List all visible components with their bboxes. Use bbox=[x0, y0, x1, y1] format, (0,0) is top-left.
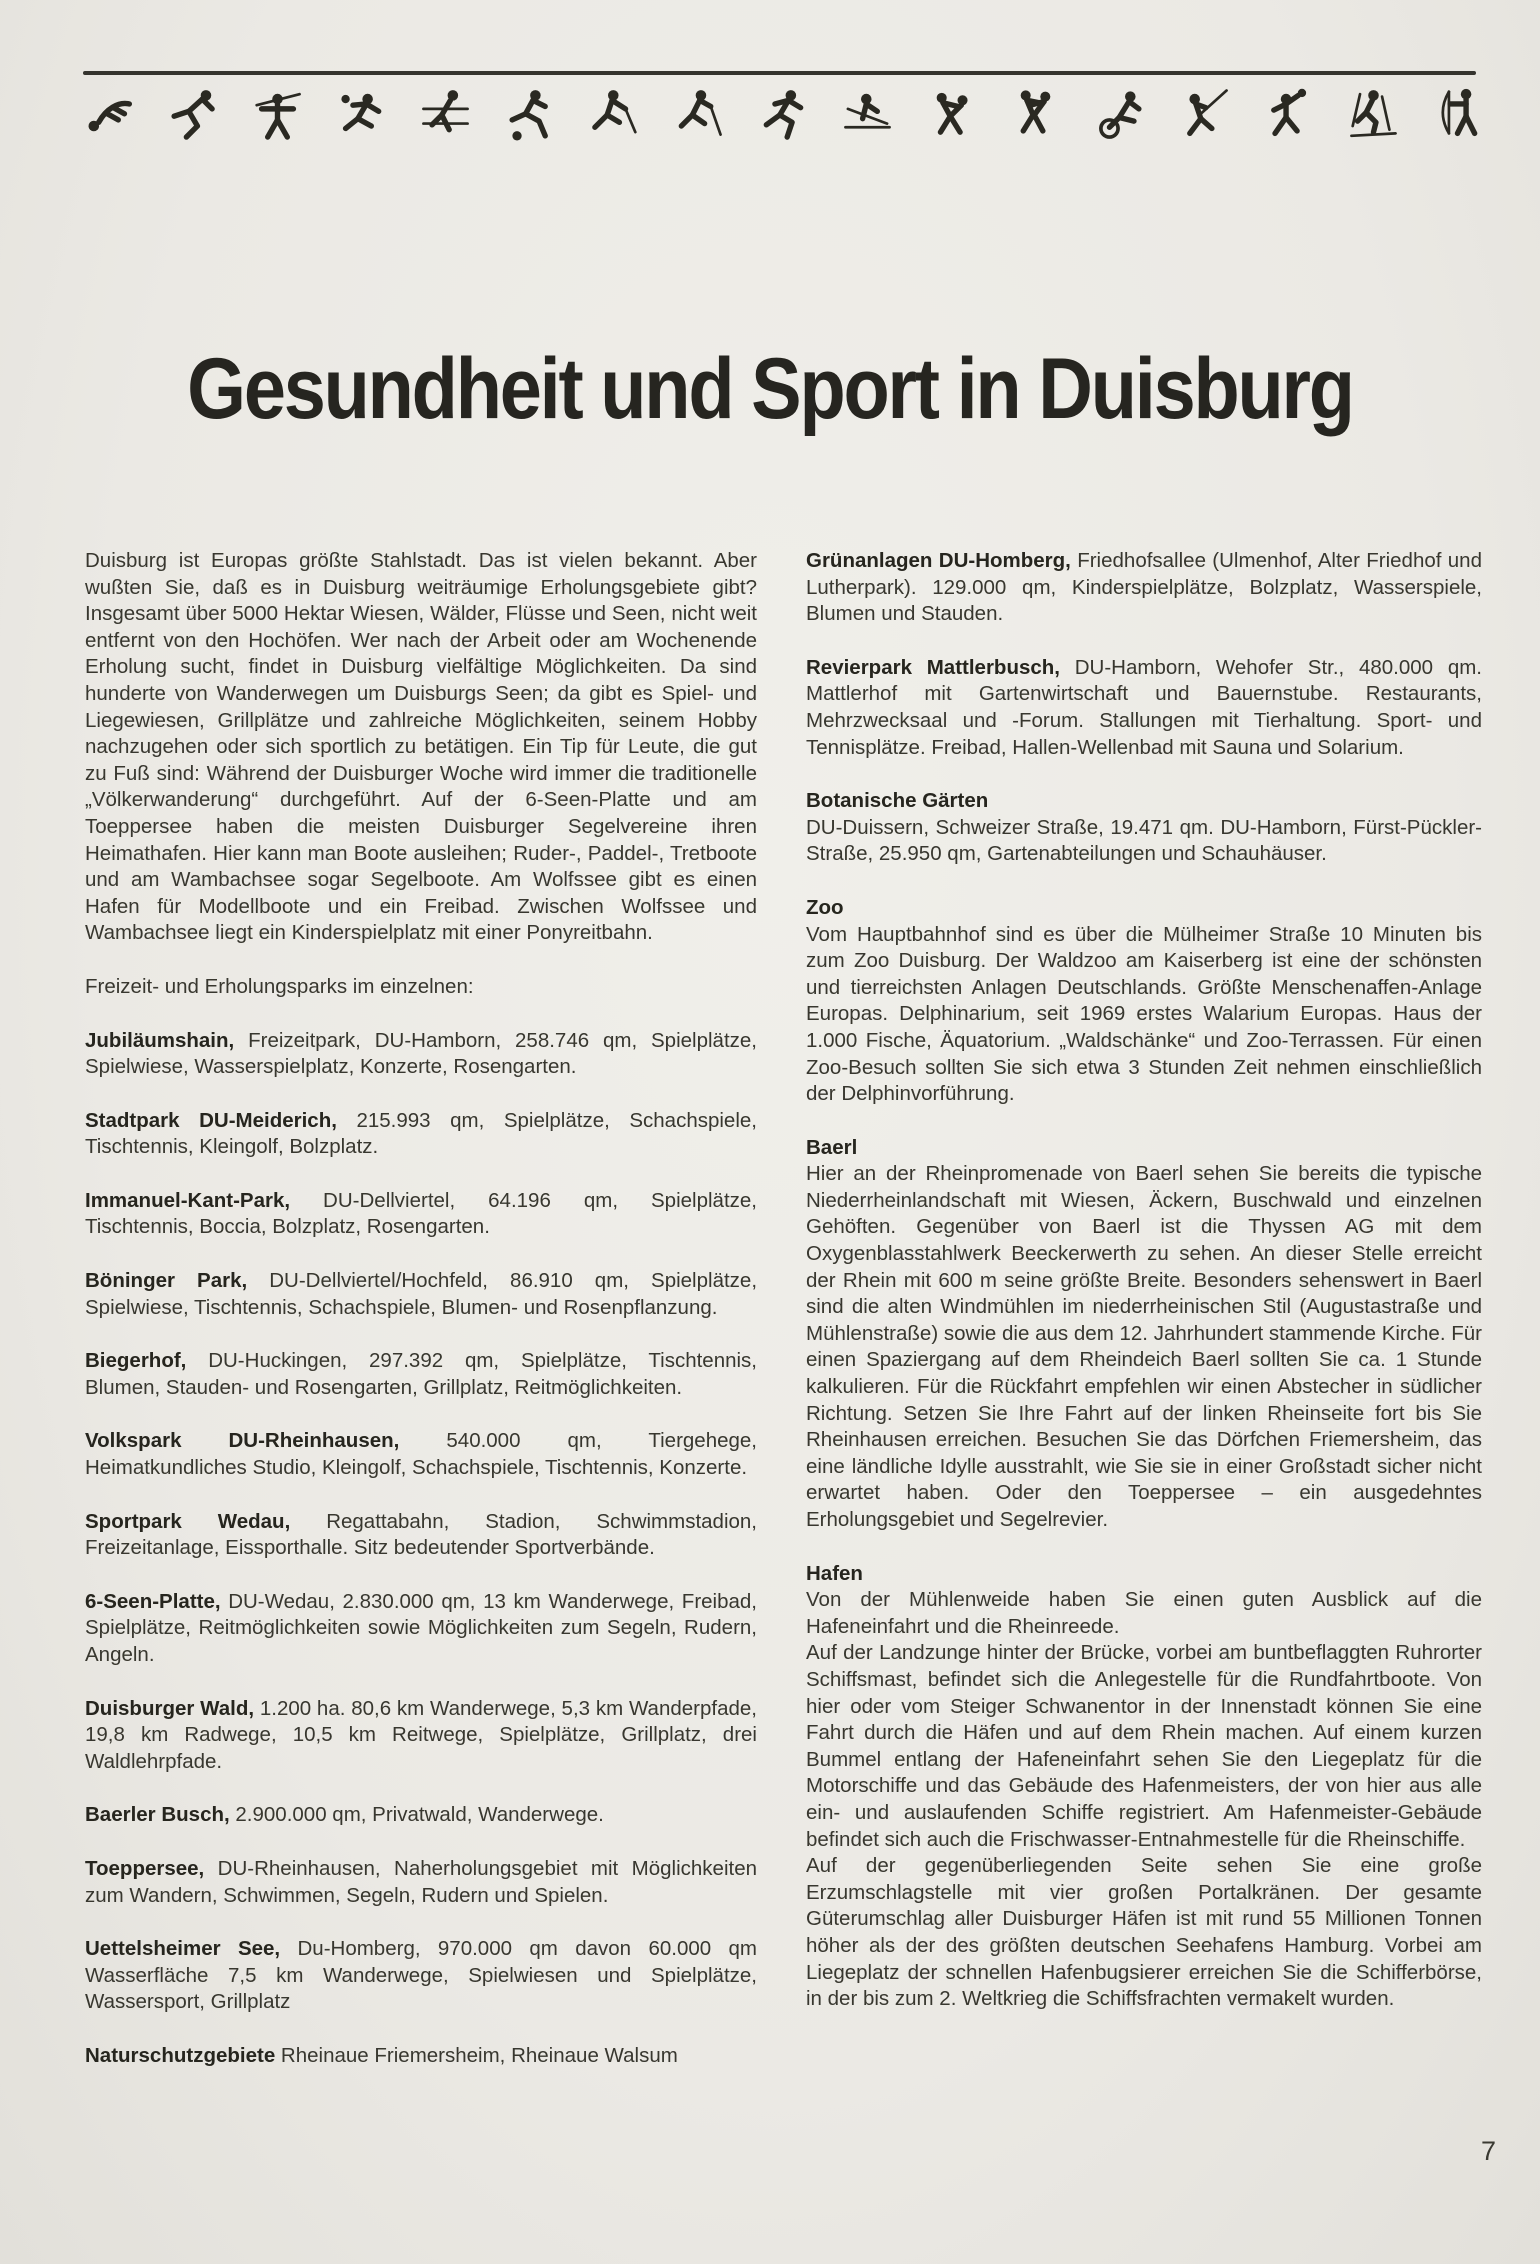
page-number: 7 bbox=[1480, 2136, 1496, 2166]
park-entry bbox=[85, 1428, 757, 1481]
gymnastics-icon bbox=[168, 88, 217, 142]
wrestling-icon bbox=[1011, 88, 1060, 142]
park-entry bbox=[85, 1589, 757, 1669]
park-entry-name: Immanuel-Kant-Park, bbox=[85, 1188, 291, 1212]
rowing-icon bbox=[843, 88, 892, 142]
park-entry bbox=[85, 1028, 757, 1081]
park-entry-name: Böninger Park, bbox=[85, 1269, 248, 1293]
left-column bbox=[85, 548, 757, 2070]
volleyball-icon bbox=[337, 88, 386, 142]
park-entry-name: 6-Seen-Platte, bbox=[85, 1589, 221, 1613]
right-column bbox=[806, 548, 1482, 2013]
park-entry-name: Duisburger Wald, bbox=[85, 1696, 255, 1720]
park-entry bbox=[85, 1188, 757, 1241]
running-icon bbox=[759, 88, 808, 142]
horizontal-bar-icon bbox=[421, 88, 470, 142]
park-entry-text: Du-Homberg, 970.000 qm davon 60.000 qm Wasserfläche 7,5 km Wanderwege, Spielwiesen und Spielplätze, Wassersport, Grillplatz bbox=[85, 1937, 757, 2014]
park-entry-text: Regattabahn, Stadion, Schwimmstadion, Freizeitanlage, Eissporthalle. Sitz bedeutender Sportverbände. bbox=[85, 1509, 758, 1560]
park-entry-name: Naturschutzgebiete bbox=[85, 2043, 276, 2067]
section-paragraph: DU-Duissern, Schweizer Straße, 19.471 qm. DU-Hamborn, Fürst-Pückler-Straße, 25.950 qm, Gartenabteilungen und Schauhäuser. bbox=[806, 815, 1482, 866]
football-icon bbox=[506, 88, 555, 142]
field-hockey-icon bbox=[590, 88, 639, 142]
section-paragraph: Auf der Landzunge hinter der Brücke, vorbei am buntbeflaggten Ruhrorter Schiffsmast, befindet sich die Anlegestelle für die Rundfahrtboote. Von hier oder vom Steiger Schwanentor in der Innenstadt können Sie eine Fahrt durch die Häfen und auf dem Rhein machen. Auf einem kurzen Bummel entlang der Hafeneinfahrt sehen Sie den Liegeplatz für die Motorschiffe und das Gebäude des Hafenmeisters, der von hier aus alle ein- und auslaufenden Schiffe registriert. Am Hafenmeister-Gebäude befindet sich auch die Frischwasser-Entnahmestelle für die Rheinschiffe. bbox=[806, 1641, 1482, 1851]
archery-icon bbox=[1433, 88, 1482, 142]
park-entry bbox=[806, 655, 1482, 761]
park-entry bbox=[85, 1696, 757, 1776]
section-paragraph: Auf der gegenüberliegenden Seite sehen Sie eine große Erzumschlagstelle mit vier großen Portalkränen. Der gesamte Güterumschlag aller Duisburger Häfen ist mit rund 55 Millionen Tonnen höher als der des größten deutschen Seehafens Hamburg. Vorbei am Liegeplatz der schnellen Hafenbugsierer erreichen Sie die Schifferbörse, in der bis zum 2. Weltkrieg die Schiffsfrachten vermakelt wurden. bbox=[806, 1854, 1482, 2011]
park-entry-name: Biegerhof, bbox=[85, 1349, 187, 1373]
park-entry-name: Jubiläumshain, bbox=[85, 1028, 235, 1052]
park-entry-name: Grünanlagen DU-Homberg, bbox=[806, 549, 1071, 572]
park-entry-name: Stadtpark DU-Meiderich, bbox=[85, 1108, 337, 1132]
sport-pictogram-strip bbox=[84, 80, 1482, 142]
park-entry-text: 215.993 qm, Spielplätze, Schachspiele, Tischtennis, Kleingolf, Bolzplatz. bbox=[85, 1108, 757, 1159]
section-heading-botanische-gaerten: Botanische Gärten bbox=[806, 789, 989, 813]
park-entry-text: Freizeitpark, DU-Hamborn, 258.746 qm, Spielplätze, Spielwiese, Wasserspielplatz, Konzerte, Rosengarten. bbox=[85, 1028, 757, 1079]
park-entry-text: DU-Rheinhausen, Naherholungsgebiet mit Möglichkeiten zum Wandern, Schwimmen, Segeln, Rudern und Spielen. bbox=[85, 1856, 757, 1907]
top-rule bbox=[83, 71, 1476, 75]
park-entry-text: DU-Dellviertel, 64.196 qm, Spielplätze, Tischtennis, Boccia, Bolzplatz, Rosengarten. bbox=[85, 1188, 757, 1239]
section-paragraph: Hier an der Rheinpromenade von Baerl sehen Sie bereits die typische Niederrheinlandschaft mit Wiesen, Äckern, Buschwald und einzelnen Gehöften. Gegenüber von Baerl ist die Thyssen AG mit dem Oxygenblasstahlwerk Beeckerwerth zu sehen. An dieser Stelle erreicht der Rhein mit 600 m seine größte Breite. Besonders sehenswert in Baerl sind die alten Windmühlen im niederrheinischen Stil (Augustastraße und Mühlenstraße) sowie die aus dem 12. Jahrhundert stammende Kirche. Für einen Spaziergang auf dem Rheindeich Baerl sollten Sie ca. 1 Stunde kalkulieren. Für die Rückfahrt empfehlen wir einen Abstecher in südlicher Richtung. Setzen Sie Ihre Fahrt auf der linken Rheinseite fort bis Sie Rheinhausen erreichen. Besuchen Sie das Dörfchen Friemersheim, das eine ländliche Idylle ausstrahlt, wie Sie sie in einer Großstadt sicher nicht erwartet haben. Oder den Toeppersee – ein ausgedehntes Erholungsgebiet und Segelrevier. bbox=[806, 1162, 1482, 1531]
park-entry bbox=[85, 1509, 757, 1562]
park-entry bbox=[85, 2043, 757, 2070]
park-entry-name: Uettelsheimer See, bbox=[85, 1937, 281, 1961]
section-paragraph: Von der Mühlenweide haben Sie einen guten Ausblick auf die Hafeneinfahrt und die Rheinreede. bbox=[806, 1588, 1482, 1638]
section-heading-baerl: Baerl bbox=[806, 1135, 858, 1159]
park-entry-text: Friedhofsallee (Ulmenhof, Alter Friedhof und Lutherpark). 129.000 qm, Kinderspielplätze, Bolzplatz, Wasserspiele, Blumen und Stauden. bbox=[806, 549, 1482, 626]
intro-paragraph: Duisburg ist Europas größte Stahlstadt. Das ist vielen bekannt. Aber wußten Sie, daß es in Duisburg weiträumige Erholungsgebiete gibt? Insgesamt über 5000 Hektar Wiesen, Wälder, Flüsse und Seen, nicht weit entfernt von den Hochöfen. Wer nach der Arbeit oder am Wochenende Erholung sucht, findet in Duisburg vielfältige Möglichkeiten. Da sind hunderte von Wanderwegen um Duisburgs Seen; da gibt es Spiel- und Liegewiesen, Grillplätze und zahlreiche Möglichkeiten, seinem Hobby nachzugehen oder sich sportlich zu betätigen. Ein Tip für Leute, die gut zu Fuß sind: Während der Duisburger Woche wird immer die traditionelle „Völkerwanderung“ durchgeführt. Auf der 6-Seen-Platte und am Toeppersee haben die meisten Duisburger Segelvereine ihren Heimathafen. Hier kann man Boote ausleihen; Ruder-, Paddel-, Tretboote und am Wambachsee sogar Segelboote. Am Wolfssee gibt es einen Hafen für Modellboote und ein Freibad. Zwischen Wolfssee und Wambachsee liegt ein Kinderspielplatz mit einer Ponyreitbahn. bbox=[85, 549, 757, 945]
handball-icon bbox=[1264, 88, 1313, 142]
list-intro: Freizeit- und Erholungsparks im einzelnen: bbox=[85, 974, 474, 998]
park-entry-text: 1.200 ha. 80,6 km Wanderwege, 5,3 km Wanderpfade, 19,8 km Radwege, 10,5 km Reitwege, Spielplätze, Grillplatz, drei Waldlehrpfade. bbox=[85, 1696, 757, 1773]
fencing-icon bbox=[1180, 88, 1229, 142]
section-heading-hafen: Hafen bbox=[806, 1561, 863, 1585]
park-entry-text: 540.000 qm, Tiergehege, Heimatkundliches Studio, Kleingolf, Schachspiele, Tischtennis, Konzerte. bbox=[85, 1429, 757, 1480]
park-entry bbox=[85, 1108, 757, 1161]
skiing-icon bbox=[1349, 88, 1398, 142]
section-paragraph: Vom Hauptbahnhof sind es über die Mülheimer Straße 10 Minuten bis zum Zoo Duisburg. Der Waldzoo am Kaiserberg ist eine der schönsten und tierreichsten Anlagen Deutschlands. Größte Menschenaffen-Anlage Europas. Delphinarium, seit 1969 erstes Walarium Europas. Haus der 1.000 Fische, Äquatorium. „Waldschänke“ und Zoo-Terrassen. Für einen Zoo-Besuch sollten Sie sich etwa 3 Stunden Zeit nehmen einschließlich der Delphinvorführung. bbox=[806, 922, 1482, 1106]
park-entry bbox=[85, 1348, 757, 1401]
park-entry bbox=[85, 1268, 757, 1321]
park-entry-text: DU-Huckingen, 297.392 qm, Spielplätze, Tischtennis, Blumen, Stauden- und Rosengarten, Grillplatz, Reitmöglichkeiten. bbox=[85, 1349, 757, 1399]
judo-icon bbox=[927, 88, 976, 142]
park-entry-text: DU-Dellviertel/Hochfeld, 86.910 qm, Spielplätze, Spielwiese, Tischtennis, Schachspiele, Blumen- und Rosenpflanzung. bbox=[85, 1269, 758, 1319]
park-entry-name: Baerler Busch, bbox=[85, 1803, 230, 1827]
park-entry-name: Sportpark Wedau, bbox=[85, 1509, 291, 1533]
park-entry bbox=[85, 1936, 757, 2016]
park-entry bbox=[85, 1856, 757, 1909]
park-entry-name: Toeppersee, bbox=[85, 1856, 205, 1880]
section-heading-zoo: Zoo bbox=[806, 895, 844, 919]
park-entry-text: DU-Hamborn, Wehofer Str., 480.000 qm. Mattlerhof mit Gartenwirtschaft und Bauernstube. Restaurants, Mehrzwecksaal und -Forum. Stallungen mit Tierhaltung. Sport- und Tennisplätze. Freibad, Hallen-Wellenbad mit Sauna und Solarium. bbox=[806, 655, 1482, 759]
javelin-icon bbox=[253, 88, 302, 142]
park-entry-name: Revierpark Mattlerbusch, bbox=[806, 655, 1060, 679]
park-entry-name: Volkspark DU-Rheinhausen, bbox=[85, 1429, 400, 1453]
park-entry-text: DU-Wedau, 2.830.000 qm, 13 km Wanderwege, Freibad, Spielplätze, Reitmöglichkeiten sowie Möglichkeiten zum Segeln, Rudern, Angeln. bbox=[85, 1589, 757, 1666]
park-entry bbox=[806, 548, 1482, 628]
diving-icon bbox=[84, 88, 133, 142]
ice-hockey-icon bbox=[674, 88, 723, 142]
park-entry-text: 2.900.000 qm, Privatwald, Wanderwege. bbox=[229, 1803, 604, 1827]
park-entry-text: Rheinaue Friemersheim, Rheinaue Walsum bbox=[275, 2043, 678, 2067]
cycling-icon bbox=[1096, 88, 1145, 142]
park-entry bbox=[85, 1802, 757, 1829]
page-title: Gesundheit und Sport in Duisburg bbox=[187, 341, 1353, 437]
